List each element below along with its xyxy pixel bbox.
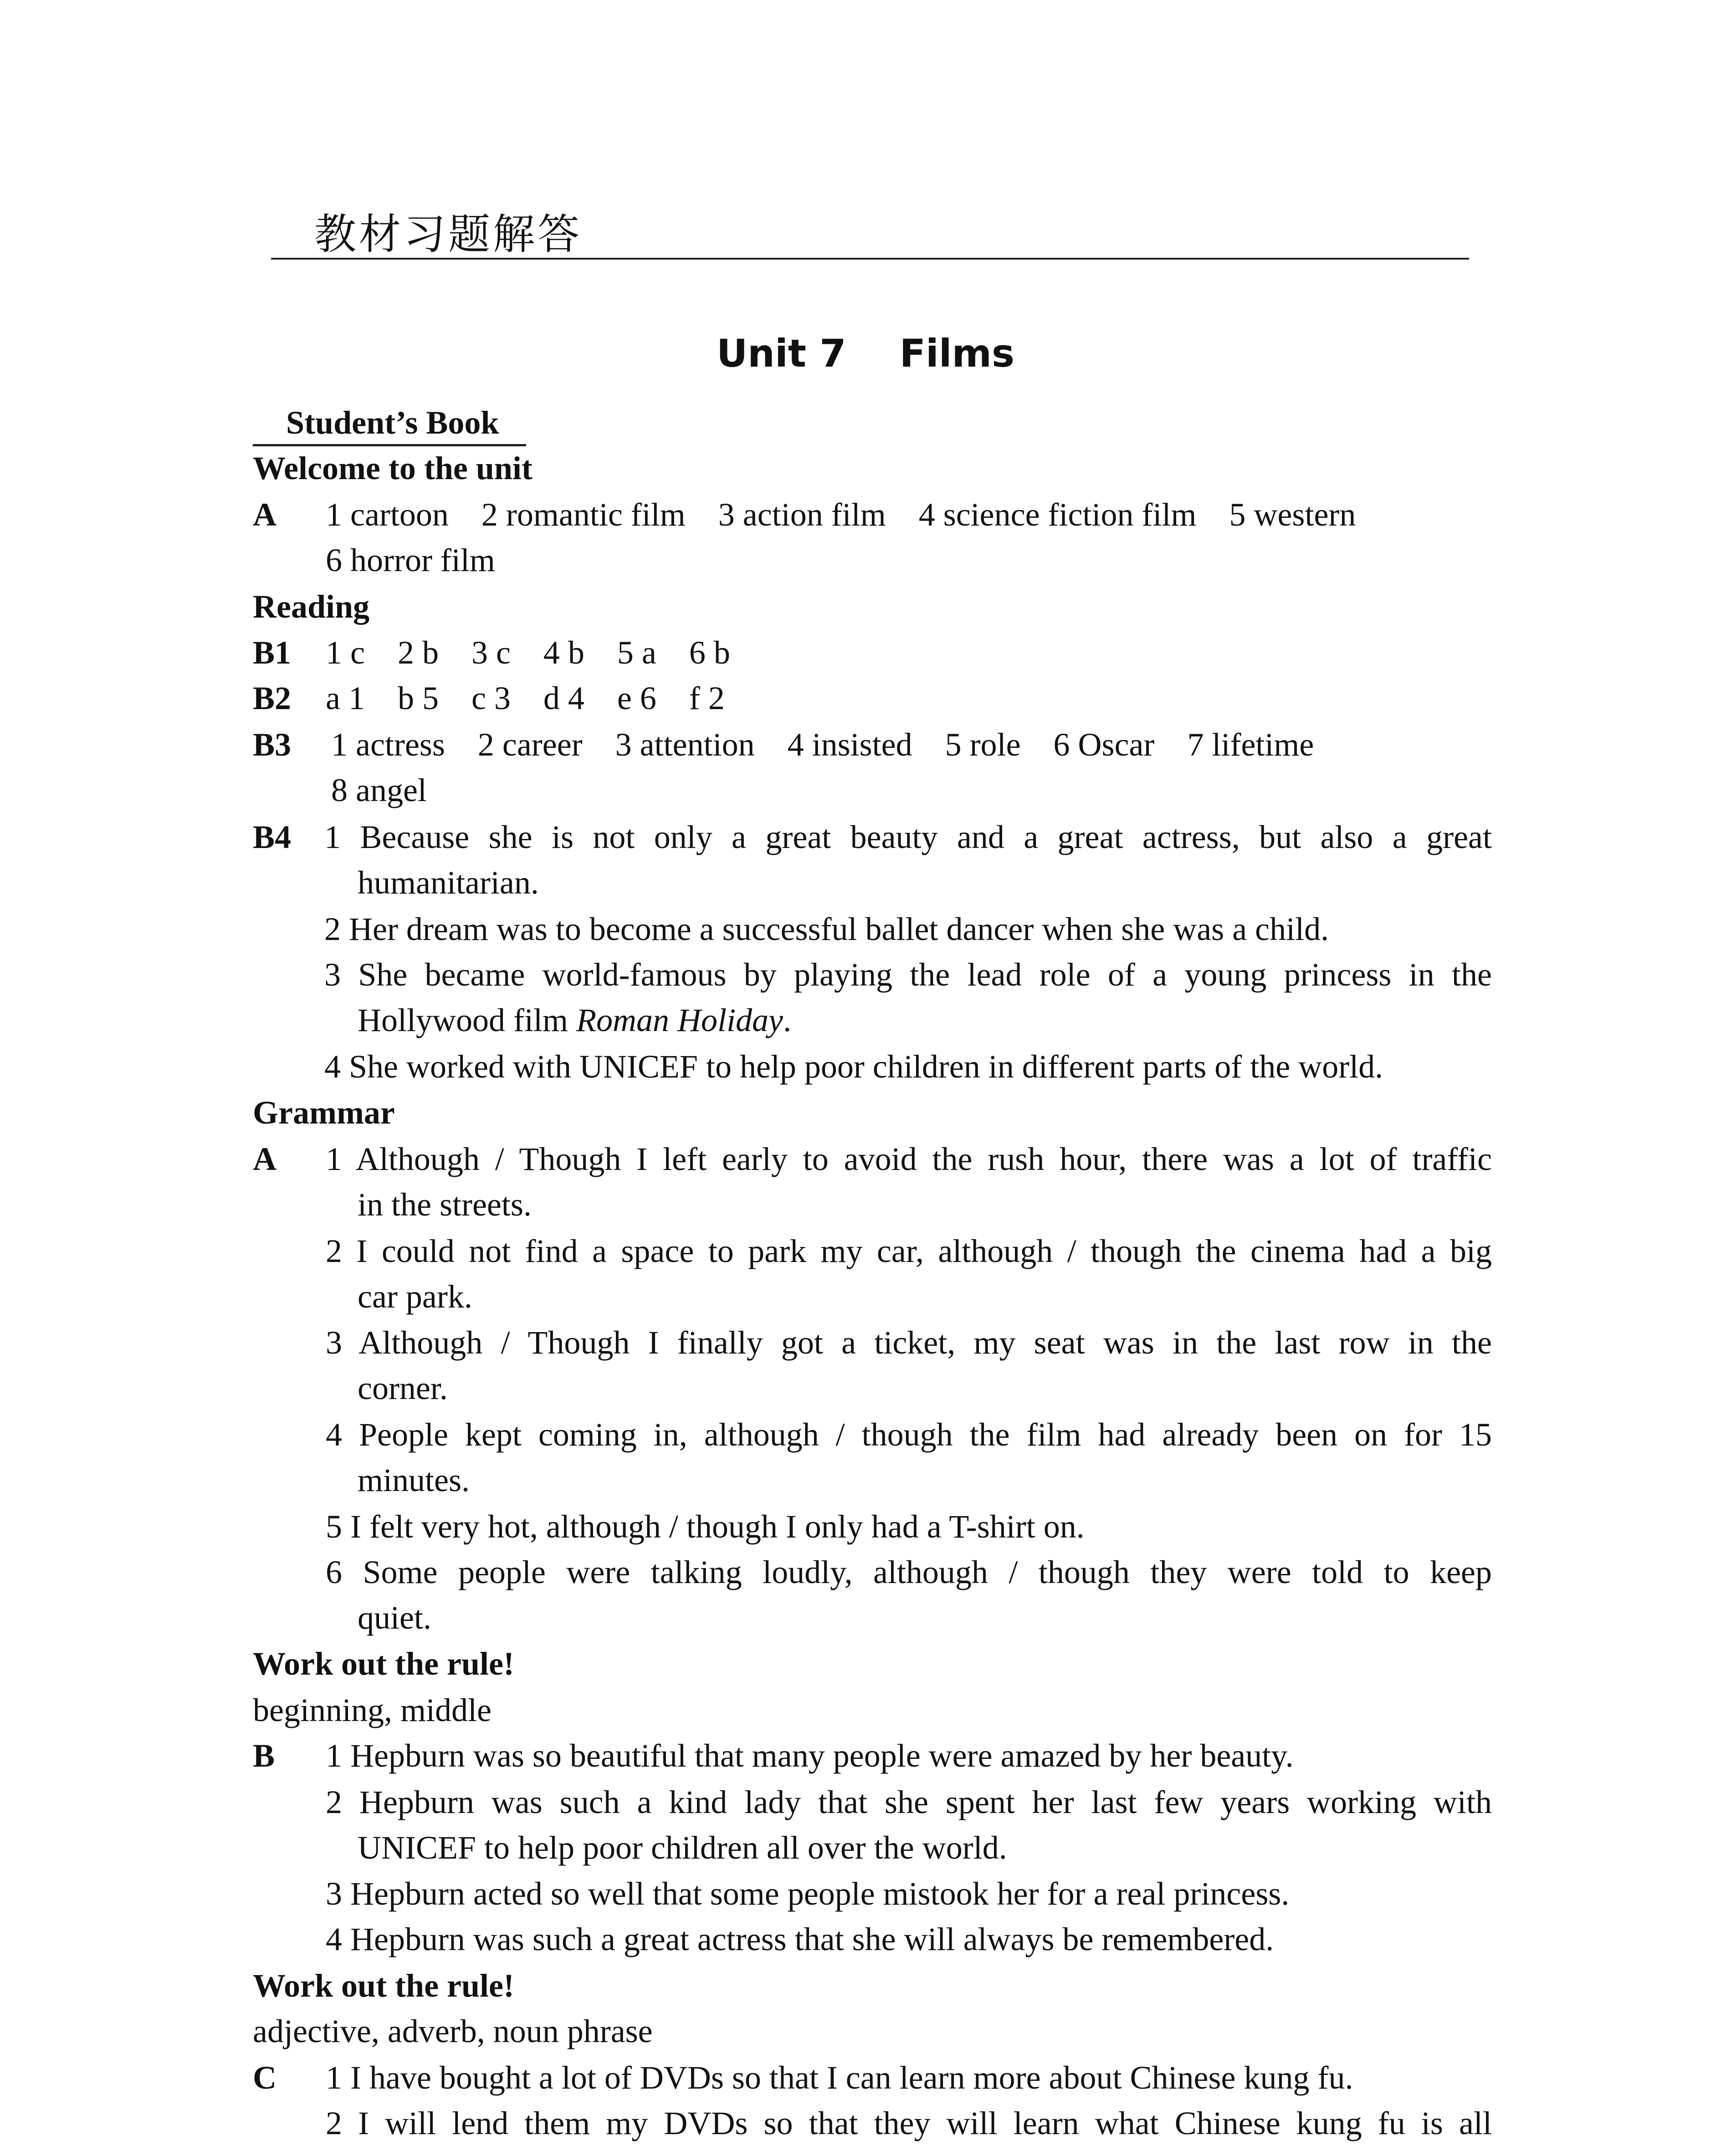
section-title: Student’s Book <box>286 404 499 441</box>
b2-answers: a 1 b 5 c 3 d 4 e 6 f 2 <box>326 680 725 716</box>
label-b2: B2 <box>253 680 292 716</box>
grammar-a2-line-1: 2 I could not find a space to park my car, although / though the cinema had a big <box>326 1233 1492 1269</box>
unit-title: Unit 7 Films <box>716 331 1015 376</box>
label-b1: B1 <box>253 634 292 671</box>
label-grammar-a: A <box>253 1141 277 1177</box>
grammar-b4: 4 Hepburn was such a great actress that she will always be remembered. <box>326 1921 1274 1957</box>
heading-grammar: Grammar <box>253 1094 395 1131</box>
header-divider <box>271 258 1469 260</box>
label-b3: B3 <box>253 726 292 763</box>
heading-reading: Reading <box>253 588 370 625</box>
grammar-a3-line-1: 3 Although / Though I finally got a ticket, my seat was in the last row in the <box>326 1324 1492 1361</box>
grammar-a3-line-2: corner. <box>358 1370 448 1406</box>
grammar-c2: 2 I will lend them my DVDs so that they will learn what Chinese kung fu is all <box>326 2105 1492 2141</box>
grammar-a1-line-1: 1 Although / Though I left early to avoid the rush hour, there was a lot of traffic <box>326 1141 1492 1177</box>
welcome-answer-line-1: 1 cartoon 2 romantic film 3 action film 4 science fiction film 5 western <box>326 496 1356 533</box>
welcome-answer-line-2: 6 horror film <box>326 542 495 578</box>
b3-answers-line-2: 8 angel <box>331 772 427 808</box>
label-grammar-c: C <box>253 2059 277 2096</box>
b4-answer-2: 2 Her dream was to become a successful ballet dancer when she was a child. <box>324 911 1329 947</box>
grammar-a6-line-2: quiet. <box>358 1599 431 1636</box>
b4-answer-3-suffix: . <box>783 1002 791 1038</box>
label-b4: B4 <box>253 819 292 855</box>
page-header-title: 教材习题解答 <box>314 210 583 259</box>
grammar-c1: 1 I have bought a lot of DVDs so that I can learn more about Chinese kung fu. <box>326 2059 1353 2096</box>
grammar-b1: 1 Hepburn was so beautiful that many people were amazed by her beauty. <box>326 1737 1294 1774</box>
rule-1-answer: beginning, middle <box>253 1692 492 1728</box>
grammar-a5: 5 I felt very hot, although / though I only had a T-shirt on. <box>326 1508 1085 1545</box>
grammar-b2-line-1: 2 Hepburn was such a kind lady that she spent her last few years working with <box>326 1784 1492 1820</box>
b1-answers: 1 c 2 b 3 c 4 b 5 a 6 b <box>326 634 730 671</box>
grammar-a4-line-2: minutes. <box>358 1462 470 1498</box>
grammar-b3: 3 Hepburn acted so well that some people mistook her for a real princess. <box>326 1875 1290 1912</box>
grammar-b2-line-2: UNICEF to help poor children all over the world. <box>358 1829 1007 1866</box>
heading-welcome: Welcome to the unit <box>253 450 533 486</box>
b4-answer-1-line-2: humanitarian. <box>358 864 539 901</box>
grammar-a1-line-2: in the streets. <box>358 1186 532 1223</box>
grammar-a4-line-1: 4 People kept coming in, although / though the film had already been on for 15 <box>326 1416 1492 1453</box>
b4-answer-3-prefix: Hollywood film <box>358 1002 576 1038</box>
heading-work-out-rule-1: Work out the rule! <box>253 1645 514 1682</box>
b4-answer-3-line-2 <box>358 997 791 1043</box>
rule-2-answer: adjective, adverb, noun phrase <box>253 2013 653 2049</box>
film-title-roman-holiday: Roman Holiday <box>576 1002 783 1038</box>
label-a: A <box>253 496 277 533</box>
b3-answers-line-1: 1 actress 2 career 3 attention 4 insisted 5 role 6 Oscar 7 lifetime <box>331 726 1314 763</box>
label-grammar-b: B <box>253 1737 275 1774</box>
b4-answer-1-line-1: 1 Because she is not only a great beauty and a great actress, but also a great <box>324 819 1492 855</box>
grammar-a2-line-2: car park. <box>358 1278 472 1315</box>
grammar-a6-line-1: 6 Some people were talking loudly, although / though they were told to keep <box>326 1554 1492 1590</box>
heading-work-out-rule-2: Work out the rule! <box>253 1967 514 2004</box>
b4-answer-4: 4 She worked with UNICEF to help poor children in different parts of the world. <box>324 1048 1383 1085</box>
b4-answer-3-line-1: 3 She became world-famous by playing the lead role of a young princess in the <box>324 956 1492 993</box>
